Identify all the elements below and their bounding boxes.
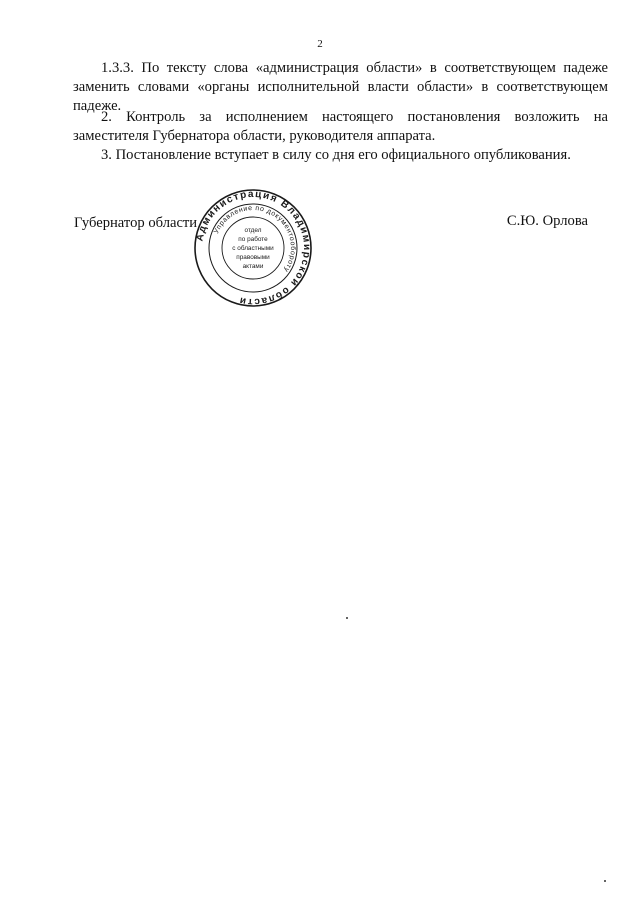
official-stamp xyxy=(193,188,313,308)
page-number: 2 xyxy=(317,38,323,50)
paragraph-3: 3. Постановление вступает в силу со дня его официального опубликования. xyxy=(101,147,571,163)
svg-text:Управление по документообороту: Управление по документообороту xyxy=(213,204,297,274)
stamp-seal-icon xyxy=(193,188,313,308)
scan-speck xyxy=(604,880,606,882)
svg-text:с областными: с областными xyxy=(232,245,274,252)
stamp-line-1: отдел xyxy=(244,227,262,234)
svg-text:по работе: по работе xyxy=(238,236,268,243)
signer-position: Губернатор области xyxy=(74,215,198,231)
paragraph-2: 2. Контроль за исполнением настоящего постановления возложить на заместителя Губернатора области, руководителя аппарата. xyxy=(73,109,608,144)
paragraph-1-3-3: 1.3.3. По тексту слова «администрация области» в соответствующем падеже заменить словами «органы исполнительной власти области» в соответствующем падеже. xyxy=(73,60,608,114)
scan-speck xyxy=(346,617,348,619)
svg-text:актами: актами xyxy=(242,263,264,270)
signer-name: С.Ю. Орлова xyxy=(506,213,588,229)
svg-text:правовыми: правовыми xyxy=(236,254,270,261)
svg-text:Администрация Владимирской обл: Администрация Владимирской области xyxy=(194,188,313,308)
